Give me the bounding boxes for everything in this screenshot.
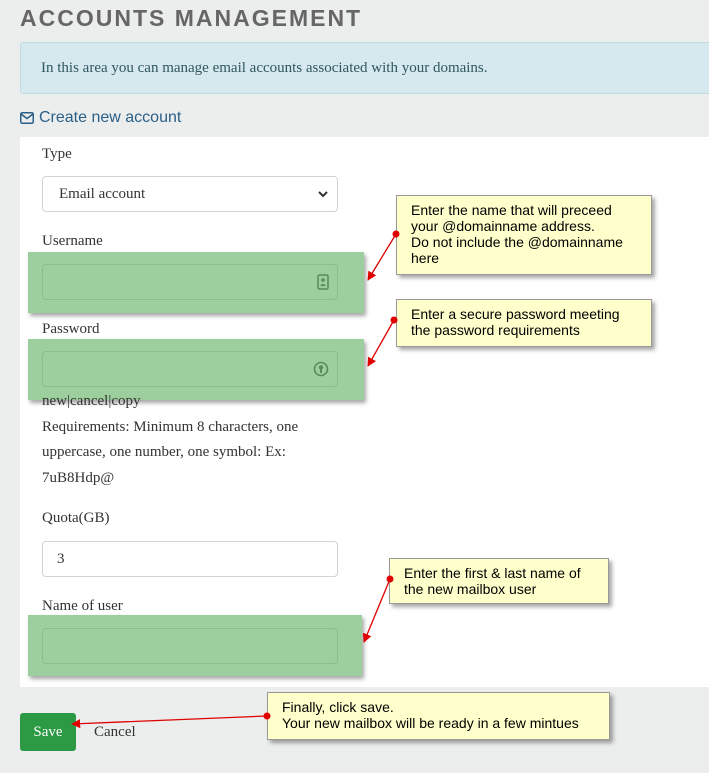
create-new-account-label: Create new account [39, 109, 182, 126]
password-label: Password [42, 321, 100, 337]
callout-line: Your new mailbox will be ready in a few mintues [282, 715, 579, 731]
username-arrow [368, 231, 400, 281]
name-of-user-label: Name of user [42, 598, 123, 614]
save-arrow [72, 713, 271, 725]
password-copy-link[interactable]: copy [111, 393, 141, 409]
password-cancel-link[interactable]: cancel [70, 393, 109, 409]
quota-label: Quota(GB) [42, 510, 110, 526]
callout-line: here [411, 250, 440, 266]
callout-line: Enter the first & last name of [404, 565, 581, 581]
password-arrow [368, 317, 398, 367]
callout-line: the password requirements [411, 322, 580, 338]
password-requirements-line2: uppercase, one number, one symbol: Ex: [42, 444, 286, 460]
cancel-button[interactable]: Cancel [94, 724, 136, 740]
username-label: Username [42, 233, 103, 249]
separator: | [67, 393, 71, 409]
callout-line: Enter the name that will preceed [411, 202, 612, 218]
password-requirements-line3: 7uB8Hdp@ [42, 470, 115, 486]
callout-line: Do not include the @domainname [411, 234, 623, 250]
type-select-value: Email account [59, 185, 146, 202]
callout-line: your @domainname address. [411, 218, 595, 234]
password-requirements-line1: Requirements: Minimum 8 characters, one [42, 419, 299, 435]
name-arrow [364, 576, 394, 643]
callout-line: Finally, click save. [282, 699, 394, 715]
page-title: ACCOUNTS MANAGEMENT [20, 5, 363, 31]
separator: | [108, 393, 112, 409]
info-text: In this area you can manage email accounts associated with your domains. [41, 60, 488, 76]
save-button[interactable]: Save [20, 713, 76, 751]
quota-value: 3 [57, 551, 65, 567]
password-new-link[interactable]: new [42, 393, 67, 409]
callout-line: Enter a secure password meeting [411, 306, 620, 322]
type-label: Type [42, 146, 72, 162]
callout-line: the new mailbox user [404, 581, 537, 597]
